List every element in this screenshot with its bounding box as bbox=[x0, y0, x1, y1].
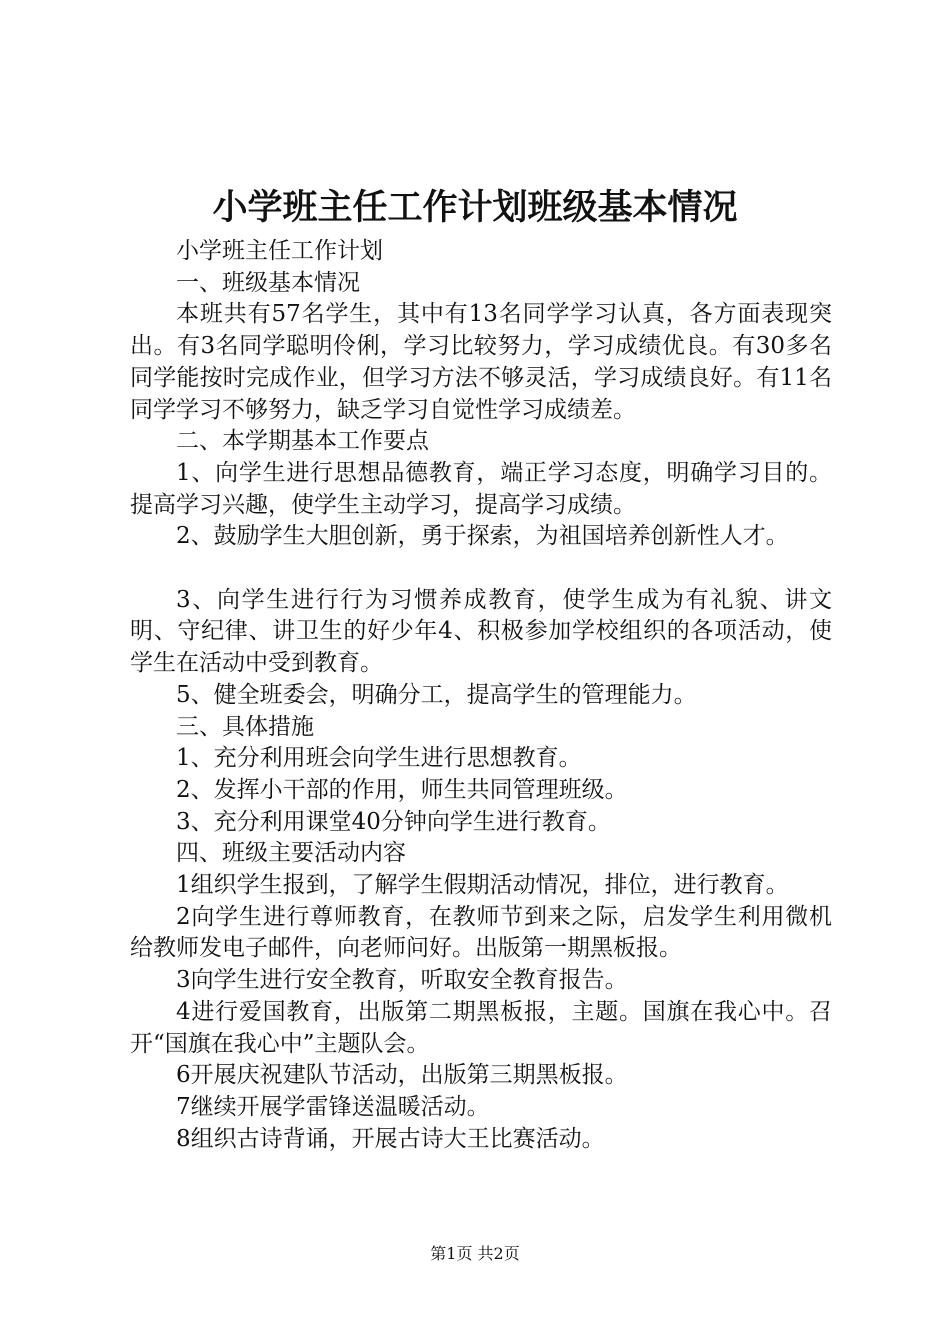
paragraph-gap bbox=[130, 553, 832, 585]
class-situation-paragraph: 本班共有57名学生，其中有13名同学学习认真，各方面表现突出。有3名同学聪明伶俐，学习比较努力，学习成绩优良。有30多名同学能按时完成作业，但学习方法不够灵活，学习成绩良好。有11名同学学习不够努力，缺乏学习自觉性学习成绩差。 bbox=[130, 301, 832, 423]
section-heading-1: 一、班级基本情况 bbox=[176, 269, 360, 296]
section-heading-4: 四、班级主要活动内容 bbox=[176, 840, 406, 867]
activity-6: 6开展庆祝建队节活动，出版第三期黑板报。 bbox=[176, 1062, 628, 1089]
work-point-5: 5、健全班委会，明确分工，提高学生的管理能力。 bbox=[176, 681, 697, 708]
document-title: 小学班主任工作计划班级基本情况 bbox=[212, 187, 738, 228]
activity-3: 3向学生进行安全教育，听取安全教育报告。 bbox=[176, 967, 628, 994]
work-point-3: 3、向学生进行行为习惯养成教育，使学生成为有礼貌、讲文明、守纪律、讲卫生的好少年4、积极参加学校组织的各项活动，使学生在活动中受到教育。 bbox=[130, 586, 832, 677]
page-footer: 第1页 共2页 bbox=[430, 1244, 520, 1263]
work-point-1: 1、向学生进行思想品德教育，端正学习态度，明确学习目的。提高学习兴趣，使学生主动学习，提高学习成绩。 bbox=[130, 459, 832, 518]
document-body bbox=[130, 236, 832, 1155]
section-heading-2: 二、本学期基本工作要点 bbox=[176, 428, 429, 455]
measure-1: 1、充分利用班会向学生进行思想教育。 bbox=[176, 745, 582, 772]
activity-7: 7继续开展学雷锋送温暖活动。 bbox=[176, 1093, 490, 1120]
activity-8: 8组织古诗背诵，开展古诗大王比赛活动。 bbox=[176, 1125, 605, 1152]
plan-heading: 小学班主任工作计划 bbox=[176, 238, 383, 264]
activity-1: 1组织学生报到，了解学生假期活动情况，排位，进行教育。 bbox=[176, 872, 789, 899]
activity-4: 4进行爱国教育，出版第二期黑板报，主题。国旗在我心中。召开“国旗在我心中”主题队会。 bbox=[130, 998, 832, 1057]
work-point-2: 2、鼓励学生大胆创新，勇于探索，为祖国培养创新性人才。 bbox=[176, 523, 789, 550]
measure-3: 3、充分利用课堂40分钟向学生进行教育。 bbox=[176, 808, 611, 835]
section-heading-3: 三、具体措施 bbox=[176, 713, 314, 740]
activity-2: 2向学生进行尊师教育，在教师节到来之际，启发学生利用微机给教师发电子邮件，向老师问好。出版第一期黑板报。 bbox=[130, 903, 832, 962]
measure-2: 2、发挥小干部的作用，师生共同管理班级。 bbox=[176, 776, 628, 803]
